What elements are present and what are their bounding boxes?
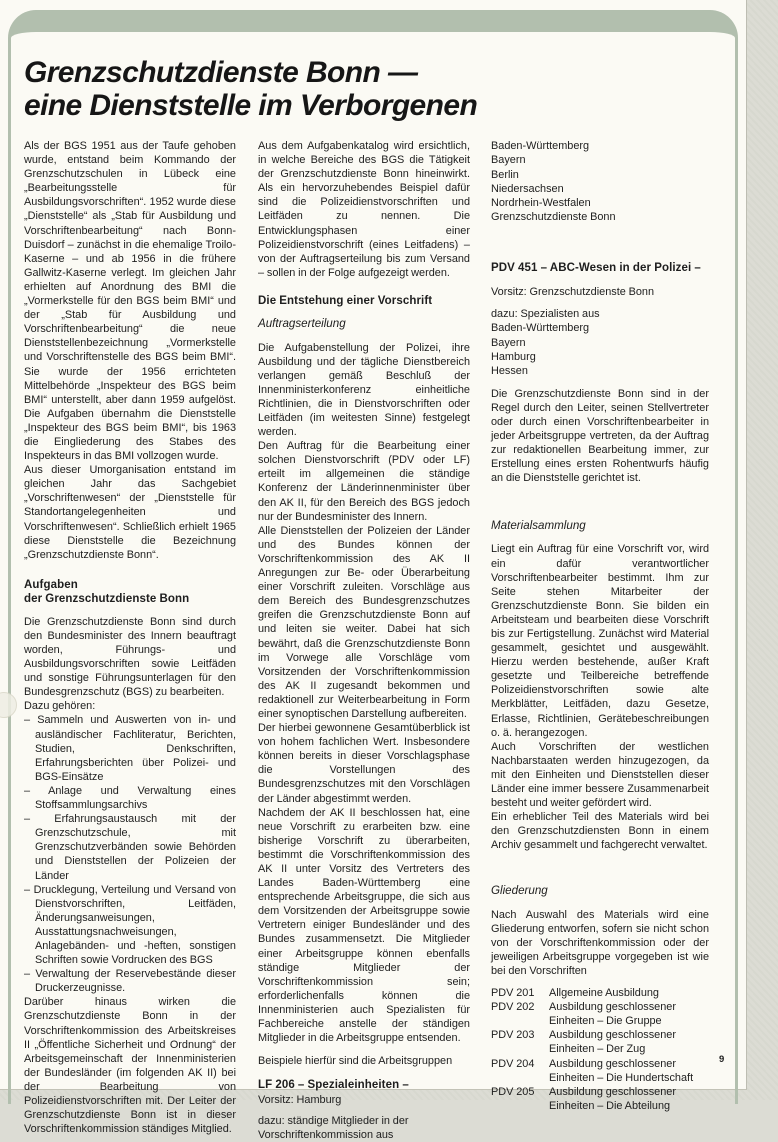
- paragraph: Die Grenzschutzdienste Bonn sind durch den Bundesminister des Innern beauftragt worden, Führungs- und Ausbildungsvorschriften sowie Leitfäden und sonstige Führungsunterlagen für den Bundesgrenzschutz (BGS) zu bearbeiten.: [24, 615, 236, 699]
- pdv-row: [491, 1028, 709, 1056]
- dash-list-item: – Anlage und Verwaltung eines Stoffsammlungsarchivs: [24, 784, 236, 812]
- section-heading: PDV 451 – ABC-Wesen in der Polizei –: [491, 261, 701, 274]
- paragraph: Auch Vorschriften der westlichen Nachbarstaaten werden hinzugezogen, da mit den Einheiten und Dienststellen dieser Länder eine immer bessere Zusammenarbeit besteht und weiter gefördert wird.: [491, 740, 709, 810]
- paragraph: Nachdem der AK II beschlossen hat, eine neue Vorschrift zu erarbeiten bzw. eine bisherige Vorschrift zu überarbeiten, bestimmt die Vorschriftenkommission des AK II unter Vorsitz des Vertreters des Landes Baden-Württemberg eine entsprechende Arbeitsgruppe, die sich aus dem Vorsitzenden der Arbeitsgruppe sowie Vertretern einiger Bundesländer und des Bundes zusammensetzt. Die Mitglieder einer Arbeitsgruppe können ebenfalls ständige Mitglieder der Vorschriftenkommission sein; erforderlichenfalls können die Innenministerien auch Spezialisten für Fachbereiche anstelle der ständigen Mitglieder in die Arbeitsgruppe entsenden.: [258, 806, 470, 1045]
- paragraph: Aus dieser Umorganisation entstand im gleichen Jahr das Sachgebiet „Vorschriftenwesen“ der „Dienststelle für Standortangelegenheiten und Vorschriftenwesen“. Schließlich erhielt 1965 diese Dienststelle die Bezeichnung „Grenzschutzdienste Bonn“.: [24, 464, 236, 561]
- paragraph: Die Grenzschutzdienste Bonn sind in der Regel durch den Leiter, seinen Stellvertreter oder durch einen Vorschriftenbearbeiter in jeder Arbeitsgruppe vertreten, da der Auftrag zur redaktionellen Bearbeitung immer, zur Erstellung eines ersten Rohentwurfs häufig an die Dienststelle gerichtet ist.: [491, 387, 709, 485]
- dash-list-item: – Erfahrungsaustausch mit der Grenzschutzschule, mit Grenzschutzverbänden sowie Behörden und Dienststellen der Polizeien der Länder: [24, 813, 236, 882]
- text-line: dazu: Spezialisten aus: [491, 308, 600, 321]
- plain-line: Berlin: [491, 168, 519, 181]
- plain-line-group: [491, 321, 709, 378]
- plain-line: Grenzschutzdienste Bonn: [491, 211, 616, 224]
- plain-line: Baden-Württemberg: [491, 140, 590, 152]
- plain-line: Hamburg: [491, 351, 536, 364]
- paragraph: Darüber hinaus wirken die Grenzschutzdienste Bonn in der Vorschriftenkommission des Arbeitskreises II „Öffentliche Sicherheit und Ordnung“ der Arbeitsgemeinschaft der Innenministerien der Bundesländer (im folgenden AK II) bei der Bearbeitung von Polizeidienstvorschriften mit. Der Leiter der Grenzschutzdienste Bonn ist in dieser Vorschriftenkommission ständiges Mitglied.: [24, 996, 236, 1136]
- plain-line: Niedersachsen: [491, 182, 564, 195]
- text-line: Dazu gehören:: [24, 700, 96, 713]
- plain-line: Hessen: [491, 365, 528, 378]
- article-title-line2: eine Dienststelle im Verborgenen: [24, 89, 478, 122]
- text-line: Vorsitz: Grenzschutzdienste Bonn: [491, 286, 655, 299]
- pdv-code: PDV 203: [491, 1029, 535, 1042]
- dash-list-item: – Drucklegung, Verteilung und Versand von Dienstvorschriften, Leitfäden, Änderungsanweisungen, Ausstattungsnachweisungen, Anlagebänden- und -heften, sonstigen Schriften sowie Vordrucken des BGS: [24, 883, 236, 967]
- column-1: [24, 139, 236, 1142]
- pdv-code: PDV 204: [491, 1057, 535, 1070]
- column-3: [491, 139, 709, 1142]
- column-2: [258, 139, 470, 1142]
- paragraph: Aus dem Aufgabenkatalog wird ersichtlich, in welche Bereiche des BGS die Tätigkeit der Grenzschutzdienste Bonn hineinwirkt. Als ein hervorzuhebendes Beispiel dafür sind die Polizeidienstvorschriften und Leitfäden zu nennen. Die Entwicklungsphasen einer Polizeidienstvorschrift (eines Leitfadens) – von der Auftragserteilung bis zum Versand – sollen in der Folge aufgezeigt werden.: [258, 140, 470, 279]
- paragraph: Den Auftrag für die Bearbeitung einer solchen Dienstvorschrift (PDV oder LF) erteilt im allgemeinen die ständige Konferenz der Länderinnenminister über den AK II, für den Bereich des BGS jedoch nur der Bundesminister des Innern.: [258, 440, 470, 523]
- section-heading: Die Entstehung einer Vorschrift: [258, 294, 433, 307]
- paragraph: Alle Dienststellen der Polizeien der Länder und des Bundes können der Vorschriftenkommission des AK II Anregungen zur Be- oder Überarbeitung einer Vorschrift zuleiten. Vorschläge aus dem Bereich des Bundesgrenzschutzes greifen die Grenzschutzdienste Bonn auf und leiten sie weiter. Dabei hat sich bewährt, daß die Grenzschutzdienste Bonn im Vorwege alle Vorschläge vom Vorsitzenden der Vorschriftenkommission des AK II zugesandt bekommen und redaktionell zur Weiterbearbeitung in Form einer synoptischen Darstellung aufbereiten.: [258, 524, 470, 720]
- dash-list-item: – Verwaltung der Reservebestände dieser Druckerzeugnisse.: [24, 968, 236, 995]
- pdv-code: PDV 202: [491, 1001, 535, 1014]
- plain-line: Bayern: [491, 154, 526, 167]
- text-columns: [24, 139, 724, 1142]
- text-line: Vorsitz: Hamburg: [258, 1093, 342, 1106]
- plain-line: Bayern: [491, 336, 526, 349]
- pdv-row: [491, 986, 709, 1000]
- pdv-title: Ausbildung geschlossener Einheiten – Die Abteilung: [549, 1085, 676, 1112]
- paragraph: Beispiele hierfür sind die Arbeitsgruppen: [258, 1055, 453, 1068]
- plain-line: Nordrhein-Westfalen: [491, 197, 591, 210]
- plain-line-group: [491, 139, 709, 225]
- dash-list-item: – Sammeln und Auswerten von in- und ausländischer Fachliteratur, Berichten, Studien, Denkschriften, Erfahrungsberichten über Polizei- und BGS-Einsätze: [24, 714, 236, 783]
- paragraph: Nach Auswahl des Materials wird eine Gliederung entworfen, sofern sie nicht schon von der Vorschriftenkommission oder der jeweiligen Arbeitsgruppe vorgegeben ist wie bei den Vorschriften: [491, 908, 709, 977]
- italic-subheading: Auftragserteilung: [258, 317, 346, 331]
- italic-subheading: Materialsammlung: [491, 519, 586, 533]
- page-number: 9: [719, 1054, 725, 1065]
- pdv-row: [491, 1057, 709, 1085]
- pdv-row: [491, 1085, 709, 1113]
- pdv-row: [491, 1000, 709, 1028]
- pdv-code: PDV 201: [491, 987, 535, 1000]
- pdv-list: [491, 986, 709, 1113]
- pdv-title: Allgemeine Ausbildung: [549, 987, 659, 1000]
- paragraph: Der hierbei gewonnene Gesamtüberblick ist von hohem fachlichen Wert. Insbesondere können bereits in dieser Vorschlagsphase die Vorstellungen des Bundesgrenzschutzes mit den Vorschlägen der Länder abgestimmt werden.: [258, 722, 470, 805]
- paragraph: Die Aufgabenstellung der Polizei, ihre Ausbildung und der tägliche Dienstbereich verlangen gemäß Beschluß der Innenministerkonferenz einheitliche Richtlinien, die in Dienstvorschriften oder Leitfäden (im weitesten Sinne) festgelegt werden.: [258, 341, 470, 439]
- article-title-line1: Grenzschutzdienste Bonn —: [24, 56, 418, 89]
- pdv-title: Ausbildung geschlossener Einheiten – Die Hundertschaft: [549, 1057, 694, 1084]
- paragraph: dazu: ständige Mitglieder in der Vorschriftenkommission aus: [258, 1114, 409, 1141]
- plain-line: Baden-Württemberg: [491, 322, 590, 335]
- paragraph: Liegt ein Auftrag für eine Vorschrift vor, wird ein dafür verantwortlicher Vorschriftenbearbeiter bestimmt. Ihm zur Seite stehen Mitarbeiter der Grenzschutzdienste Bonn. Sie bilden ein Arbeitsteam und bearbeiten diese Vorschrift bis zur Fertigstellung. Zunächst wird Material gesammelt, gesichtet und ausgewählt. Hierzu werden bestehende, außer Kraft gesetzte und Teilbereiche betreffende Polizeidienstvorschriften sowie alte Merkblätter, Leitfäden, dazu Gesetze, Erlasse, Richtlinien, Gerätebeschreibungen o. ä. herangezogen.: [491, 543, 709, 739]
- pdv-code: PDV 205: [491, 1085, 535, 1098]
- article: [24, 50, 724, 1142]
- paragraph: Als der BGS 1951 aus der Taufe gehoben wurde, entstand beim Kommando der Grenzschutzschulen in Lübeck eine „Bearbeitungsstelle für Ausbildungsvorschriften“. 1952 wurde diese „Dienststelle“ als „Stab für Ausbildung und Vorschriftenbearbeitung“ nach Bonn-Duisdorf – zunächst in die ehemalige Troilo-Kaserne – und ab 1956 in die frühere Gallwitz-Kaserne verlegt. Im gleichen Jahr erhielten auf Anordnung des BMI die „Vormerkstelle für den BGS beim BMI“ und der „Stab für Ausbildung und Vorschriftenbearbeitung“ die neue Dienststellenbezeichnung „Vormerkstelle und Vorschriftenstelle des BGS beim BMI“. Sie wurde der 1956 errichteten Mittelbehörde „Inspekteur des BGS beim BMI“ unterstellt, aber dann 1959 aufgelöst. Die Aufgaben übernahm die Dienststelle „Inspekteur des BGS beim BMI“, bis 1963 die Eingliederung des Stabes des Inspekteurs in das BMI vollzogen wurde.: [24, 140, 236, 463]
- pdv-title: Ausbildung geschlossener Einheiten – Die Gruppe: [549, 1001, 676, 1028]
- italic-subheading: Gliederung: [491, 884, 548, 898]
- section-heading: Aufgaben der Grenzschutzdienste Bonn: [24, 578, 190, 606]
- section-heading: LF 206 – Spezialeinheiten –: [258, 1079, 409, 1092]
- punch-hole-mark: [0, 692, 17, 718]
- article-title: [24, 56, 724, 122]
- pdv-title: Ausbildung geschlossener Einheiten – Der Zug: [549, 1029, 676, 1056]
- paragraph: Ein erheblicher Teil des Materials wird bei den Grenzschutzdiensten Bonn in einem Archiv gesammelt und fachgerecht verwaltet.: [491, 811, 709, 852]
